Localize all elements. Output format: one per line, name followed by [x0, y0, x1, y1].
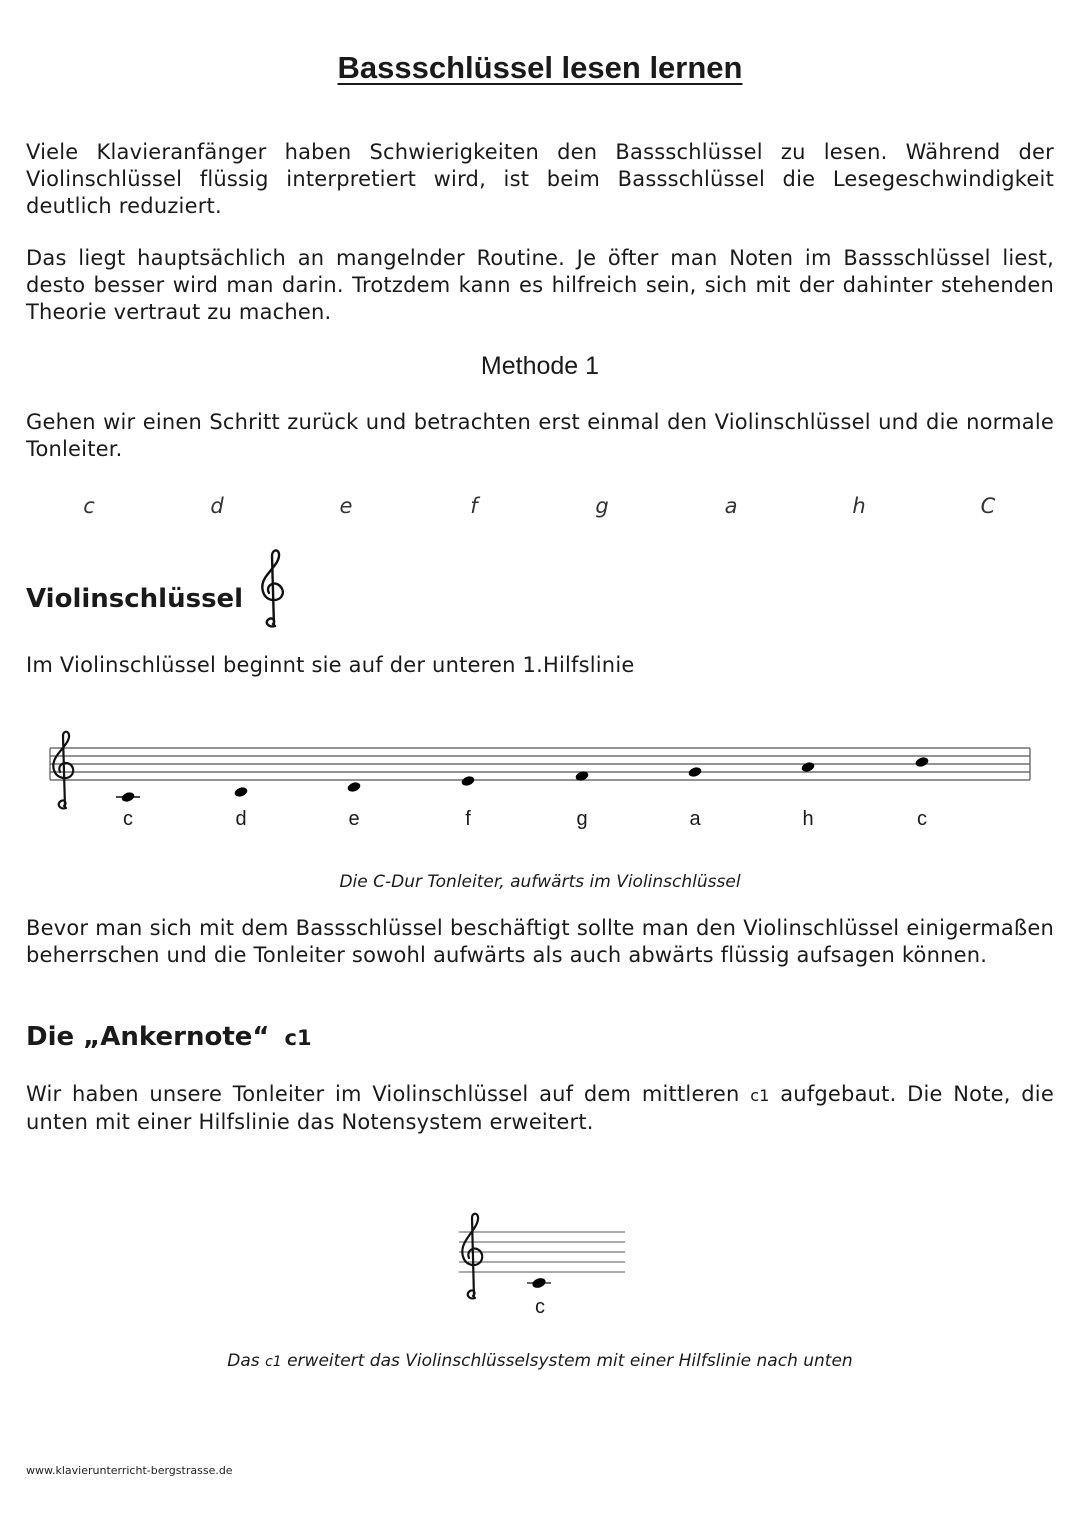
scale-note	[800, 761, 815, 774]
treble-clef-icon	[258, 548, 290, 630]
anchor-heading-suffix: c1	[284, 1026, 312, 1050]
note-name-top: f	[470, 494, 478, 518]
scale-caption: Die C-Dur Tonleiter, aufwärts im Violinschlüssel	[339, 872, 741, 892]
treble-paragraph-2: Bevor man sich mit dem Bassschlüssel beschäftigt sollte man den Violinschlüssel einigermaßen beherrschen und die Tonleiter sowohl aufwärts als auch abwärts flüssig aufsagen können.	[26, 916, 1054, 967]
scale-note	[120, 791, 135, 804]
anchor-paragraph-c1: c1	[750, 1086, 770, 1105]
scale-note	[346, 781, 361, 794]
scale-label: e	[348, 808, 360, 830]
scale-note	[233, 786, 248, 799]
anchor-paragraph-part1: Wir haben unsere Tonleiter im Violinschlüssel auf dem mittleren	[26, 1082, 740, 1106]
anchor-heading-text: Die „Ankernote“	[26, 1022, 270, 1052]
note-name-top: d	[210, 494, 224, 518]
anchor-note	[531, 1276, 547, 1289]
intro-paragraph-2: Das liegt hauptsächlich an mangelnder Routine. Je öfter man Noten im Bassschlüssel liest, desto besser wird man darin. Trotzdem kann es hilfreich sein, sich mit der dahinter stehenden Theorie vertraut zu machen.	[26, 246, 1054, 324]
anchor-caption-c1: c1	[265, 1354, 282, 1370]
anchor-paragraph	[26, 1081, 1054, 1136]
scale-label: d	[235, 808, 247, 830]
scale-label: f	[465, 808, 471, 830]
method-paragraph: Gehen wir einen Schritt zurück und betrachten erst einmal den Violinschlüssel und die normale Tonleiter.	[26, 410, 1054, 461]
note-name-top: e	[339, 494, 353, 518]
scale-label: a	[689, 808, 701, 830]
page-title: Bassschlüssel lesen lernen	[337, 50, 743, 85]
note-name-top: a	[724, 494, 738, 518]
scale-label: c	[123, 808, 133, 830]
anchor-paragraph-part2: aufgebaut. Die Note, die unten mit einer Hilfslinie das Notensystem erweitert.	[26, 1082, 1054, 1134]
treble-paragraph: Im Violinschlüssel beginnt sie auf der unteren 1.Hilfslinie	[26, 653, 635, 677]
anchor-heading	[26, 1022, 312, 1052]
note-name-top: c	[83, 494, 95, 518]
note-name-top: g	[595, 494, 609, 518]
scale-note	[914, 756, 929, 769]
scale-label: g	[576, 808, 588, 830]
anchor-caption-part1: Das	[227, 1351, 260, 1371]
scale-label: c	[917, 808, 927, 830]
scale-note	[460, 775, 475, 788]
note-name-top: h	[852, 494, 866, 518]
treble-heading: Violinschlüssel	[26, 584, 244, 614]
anchor-note-label: c	[535, 1296, 545, 1318]
method-heading: Methode 1	[480, 352, 600, 380]
intro-paragraph-1: Viele Klavieranfänger haben Schwierigkeiten den Bassschlüssel zu lesen. Während der Violinschlüssel flüssig interpretiert wird, ist beim Bassschlüssel die Lesegeschwindigkeit deutlich reduziert.	[26, 140, 1054, 218]
scale-note	[687, 766, 702, 779]
footer-url[interactable]: www.klavierunterricht-bergstrasse.de	[26, 1464, 233, 1477]
scale-label: h	[802, 808, 814, 830]
small-staff-clef-icon	[462, 1214, 482, 1299]
scale-staff	[46, 730, 1036, 810]
anchor-caption	[0, 1351, 1080, 1371]
staff-clef-icon	[53, 732, 73, 809]
note-name-top: C	[980, 494, 996, 518]
anchor-staff	[455, 1212, 630, 1302]
anchor-caption-part2: erweitert das Violinschlüsselsystem mit einer Hilfslinie nach unten	[287, 1351, 853, 1371]
